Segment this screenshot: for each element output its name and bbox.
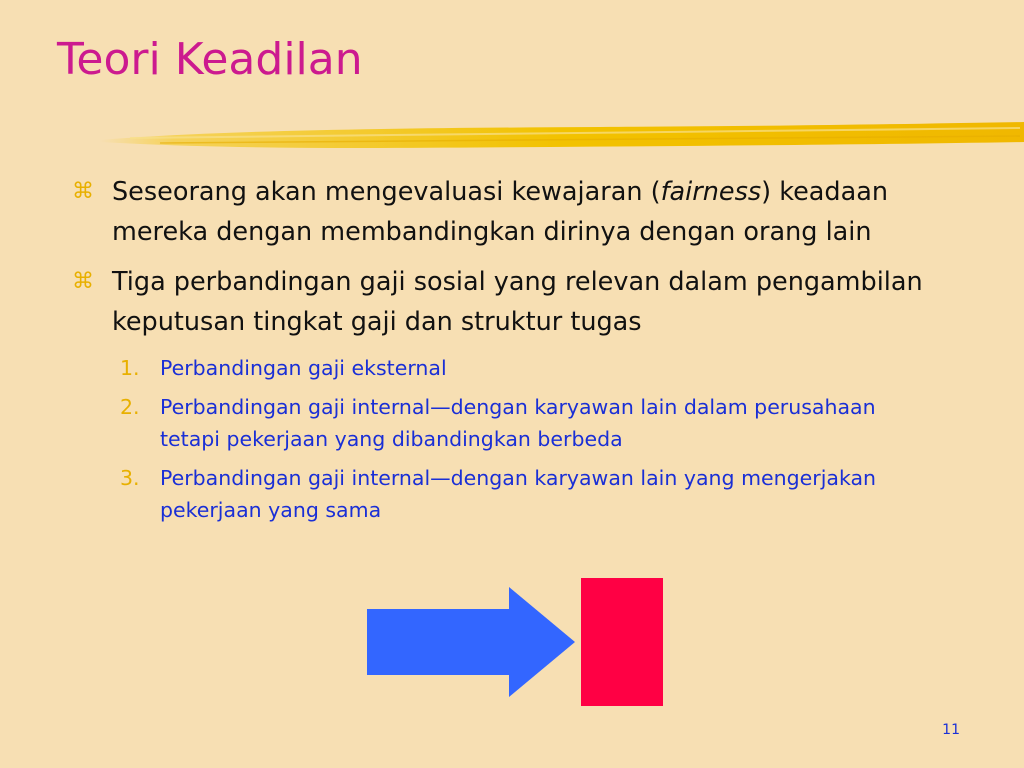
command-icon: ⌘ (72, 179, 94, 204)
slide-title: Teori Keadilan (57, 34, 363, 85)
list-number: 1. (120, 356, 140, 380)
bullet-item (72, 262, 972, 342)
list-item-text: Perbandingan gaji internal—dengan karyawan lain yang mengerjakan pekerjaan yang sama (160, 466, 877, 522)
bullet-text: Seseorang akan mengevaluasi kewajaran (fairness) keadaan mereka dengan membandingkan dirinya dengan orang lain (112, 177, 888, 247)
blue-arrow-shape (367, 587, 575, 697)
page-number: 11 (942, 722, 960, 738)
list-item (120, 462, 972, 526)
list-item (120, 391, 972, 455)
numbered-list (120, 352, 972, 526)
list-number: 3. (120, 466, 140, 490)
yellow-brush-stroke (100, 118, 1024, 158)
list-item-text: Perbandingan gaji internal—dengan karyawan lain dalam perusahaan tetapi pekerjaan yang dibandingkan berbeda (160, 395, 876, 451)
list-number: 2. (120, 395, 140, 419)
command-icon: ⌘ (72, 269, 94, 294)
bullet-item (72, 172, 972, 252)
bullet-text: Tiga perbandingan gaji sosial yang relevan dalam pengambilan keputusan tingkat gaji dan struktur tugas (112, 267, 923, 337)
list-item-text: Perbandingan gaji eksternal (160, 356, 447, 380)
list-item (120, 352, 972, 384)
red-rectangle-shape (581, 578, 663, 706)
slide-content (72, 172, 972, 533)
